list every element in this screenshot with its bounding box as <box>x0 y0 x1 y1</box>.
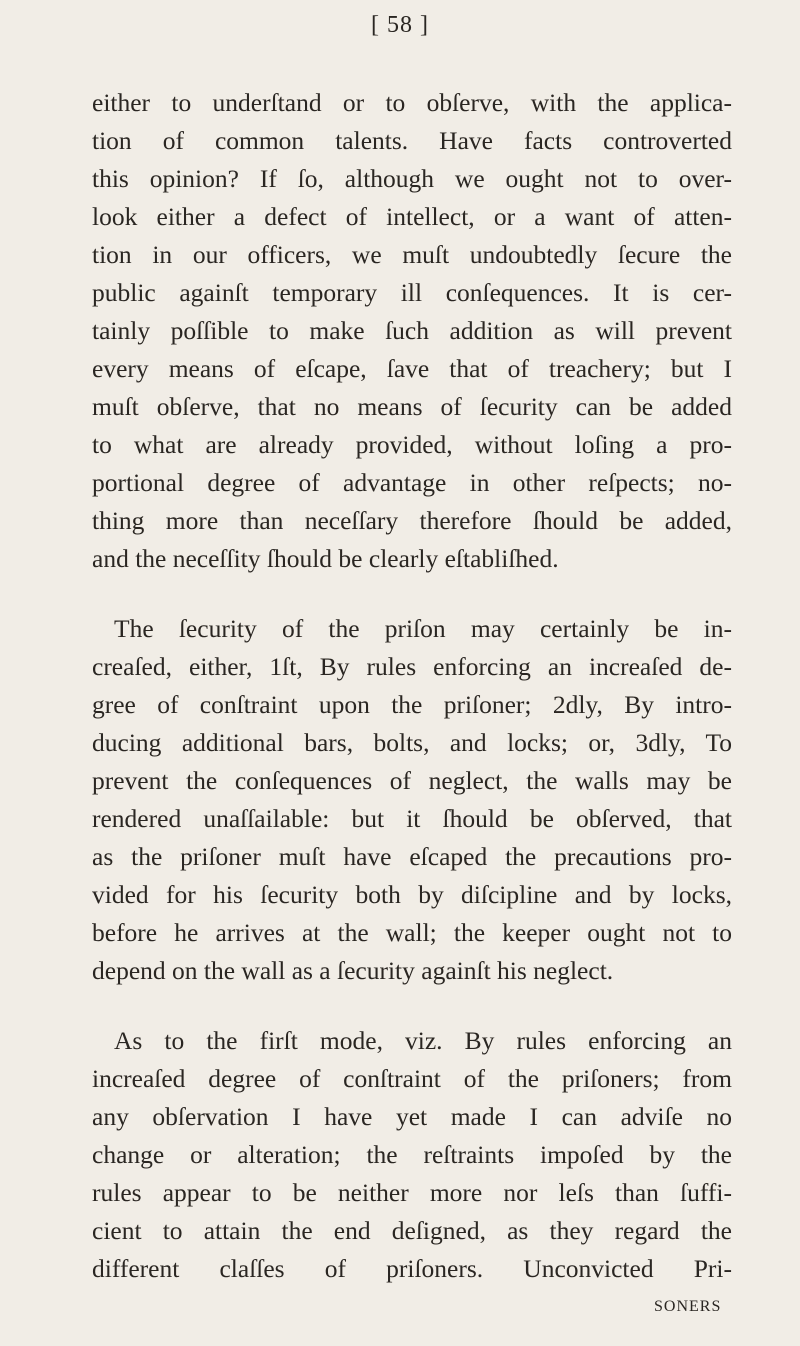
paragraph-2 <box>92 610 732 990</box>
catchword: SONERS <box>654 1298 722 1315</box>
text-line: prevent the conſequences of neglect, the walls may be <box>92 766 732 795</box>
text-line: different claſſes of priſoners. Unconvicted Pri- <box>92 1254 732 1283</box>
text-line: either to underſtand or to obſerve, with the applica- <box>92 88 732 117</box>
page-number: [ 58 ] <box>371 12 429 38</box>
text-line: muſt obſerve, that no means of ſecurity can be added <box>92 392 732 421</box>
text-line: increaſed degree of conſtraint of the priſoners; from <box>92 1064 732 1093</box>
text-line: tion in our officers, we muſt undoubtedly ſecure the <box>92 240 732 269</box>
text-line: any obſervation I have yet made I can adviſe no <box>92 1102 732 1131</box>
text-line: cient to attain the end deſigned, as they regard the <box>92 1216 732 1245</box>
text-line: The ſecurity of the priſon may certainly be in- <box>114 614 732 643</box>
paragraph-1 <box>92 84 732 578</box>
text-line: depend on the wall as a ſecurity againſt his neglect. <box>92 956 614 985</box>
text-line: vided for his ſecurity both by diſcipline and by locks, <box>92 880 732 909</box>
text-line: tion of common talents. Have facts controverted <box>92 126 732 155</box>
body-text <box>92 84 732 1326</box>
text-line: and the neceſſity ſhould be clearly eſtabliſhed. <box>92 544 559 573</box>
text-line: ducing additional bars, bolts, and locks; or, 3dly, To <box>92 728 732 757</box>
text-line: to what are already provided, without loſing a pro- <box>92 430 732 459</box>
text-line: tainly poſſible to make ſuch addition as will prevent <box>92 316 732 345</box>
text-line: change or alteration; the reſtraints impoſed by the <box>92 1140 732 1169</box>
text-line: rendered unaſſailable: but it ſhould be obſerved, that <box>92 804 732 833</box>
text-line: look either a defect of intellect, or a want of atten- <box>92 202 732 231</box>
text-line: portional degree of advantage in other reſpects; no- <box>92 468 732 497</box>
text-line: creaſed, either, 1ſt, By rules enforcing an increaſed de- <box>92 652 732 681</box>
text-line: rules appear to be neither more nor leſs than ſuffi- <box>92 1178 732 1207</box>
text-line: every means of eſcape, ſave that of treachery; but I <box>92 354 732 383</box>
text-line: this opinion? If ſo, although we ought not to over- <box>92 164 732 193</box>
text-line: public againſt temporary ill conſequences. It is cer- <box>92 278 732 307</box>
text-line: before he arrives at the wall; the keeper ought not to <box>92 918 732 947</box>
text-line: gree of conſtraint upon the priſoner; 2dly, By intro- <box>92 690 732 719</box>
paragraph-3 <box>92 1022 732 1288</box>
text-line: thing more than neceſſary therefore ſhould be added, <box>92 506 732 535</box>
text-line: as the priſoner muſt have eſcaped the precautions pro- <box>92 842 732 871</box>
text-line: As to the firſt mode, viz. By rules enforcing an <box>114 1026 732 1055</box>
